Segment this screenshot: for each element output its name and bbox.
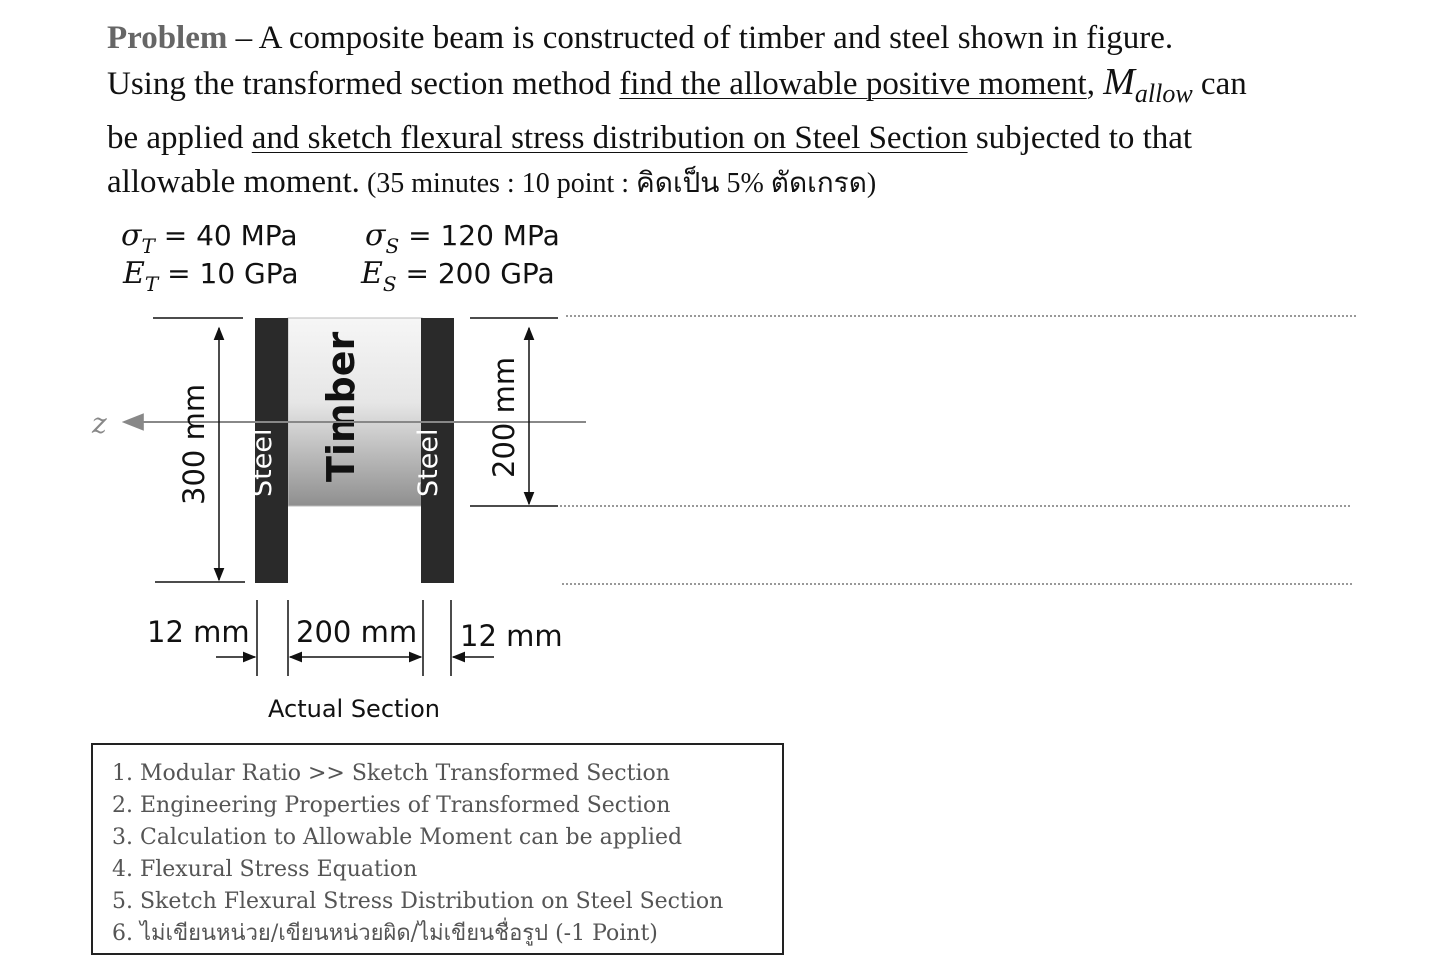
- problem-line-3-text: be applied: [107, 120, 252, 156]
- moment-symbol-letter: M: [1103, 61, 1135, 103]
- timber-stress-letter: σ: [121, 218, 142, 253]
- steel-modulus-sub: S: [382, 272, 397, 296]
- timber-modulus-value: = 10 GPa: [158, 257, 299, 290]
- timber-modulus-letter: E: [123, 256, 145, 291]
- steps-box: [91, 743, 784, 955]
- step-1: 1. Modular Ratio >> Sketch Transformed Section: [112, 761, 670, 786]
- figure-caption: Actual Section: [268, 695, 440, 723]
- height-dimension-label: 300 mm: [177, 383, 211, 505]
- step-5: 5. Sketch Flexural Stress Distribution on Steel Section: [112, 889, 724, 914]
- steel-stress-value: = 120 MPa: [399, 219, 560, 252]
- width-left-label: 12 mm: [147, 615, 250, 649]
- problem-line-3-end: subjected to that: [967, 120, 1193, 156]
- problem-line-2-end: can: [1192, 66, 1247, 102]
- steel-modulus-value: = 200 GPa: [396, 257, 555, 290]
- moment-subscript: allow: [1134, 79, 1193, 108]
- problem-heading: Problem: [107, 20, 228, 56]
- timber-label: Timber: [319, 331, 363, 482]
- timber-height-dimension-label: 200 mm: [487, 356, 521, 478]
- steel-stress-letter: σ: [365, 218, 386, 253]
- step-2: 2. Engineering Properties of Transformed Section: [112, 793, 671, 818]
- underlined-task-2: and sketch flexural stress distribution on Steel Section: [251, 120, 968, 156]
- steel-left-label: Steel: [247, 428, 278, 497]
- problem-line-1-text: A composite beam is constructed of timber and steel shown in figure.: [258, 20, 1174, 56]
- step-6: 6. ไม่เขียนหน่วย/เขียนหน่วยผิด/ไม่เขียนชื่อรูป (-1 Point): [112, 921, 658, 946]
- timber-stress-sub: T: [141, 234, 155, 258]
- width-right-label: 12 mm: [460, 619, 563, 653]
- steel-stress-sub: S: [385, 234, 400, 258]
- problem-line-4-text: allowable moment.: [107, 164, 360, 200]
- step-3: 3. Calculation to Allowable Moment can be applied: [112, 825, 683, 850]
- width-mid-label: 200 mm: [296, 615, 418, 649]
- problem-comma: ,: [1086, 66, 1104, 102]
- z-axis-label: z: [92, 407, 107, 440]
- timber-stress-value: = 40 MPa: [154, 219, 298, 252]
- problem-dash: –: [227, 20, 259, 56]
- timber-modulus-sub: T: [144, 272, 159, 296]
- steel-right-label: Steel: [413, 428, 444, 497]
- problem-note: (35 minutes : 10 point : คิดเป็น 5% ตัดเกรด): [359, 168, 877, 199]
- step-4: 4. Flexural Stress Equation: [112, 857, 418, 882]
- underlined-task-1: find the allowable positive moment: [619, 66, 1087, 102]
- steel-modulus-letter: E: [361, 256, 383, 291]
- problem-line-2-text: Using the transformed section method: [107, 66, 620, 102]
